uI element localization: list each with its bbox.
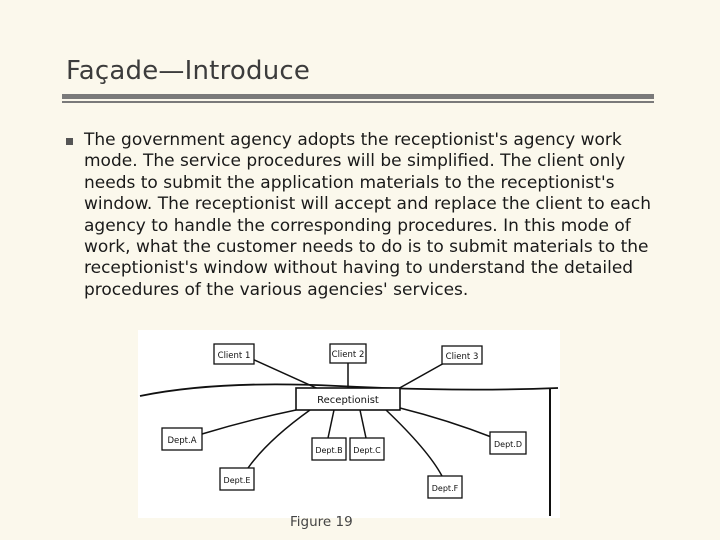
title-rule-thin — [62, 101, 654, 103]
node-receptionist — [296, 388, 400, 410]
node-deptF-label: Dept.F — [431, 484, 459, 493]
node-deptD-label: Dept.D — [494, 440, 522, 449]
node-client1 — [214, 344, 254, 364]
node-deptC-label: Dept.C — [353, 446, 381, 455]
node-deptA-label: Dept.A — [167, 436, 197, 446]
node-client2 — [330, 344, 366, 363]
node-deptB-label: Dept.B — [315, 446, 343, 455]
node-client2-label: Client 2 — [331, 350, 365, 360]
node-client3 — [442, 346, 482, 364]
node-deptE — [220, 468, 254, 490]
node-deptE-label: Dept.E — [223, 476, 251, 485]
node-deptF — [428, 476, 462, 498]
bullet-marker — [66, 138, 73, 145]
slide-title: Façade—Introduce — [66, 56, 311, 86]
node-deptA — [162, 428, 202, 450]
node-deptD — [490, 432, 526, 454]
node-deptB — [312, 438, 346, 460]
node-receptionist-label: Receptionist — [317, 395, 379, 406]
node-deptC — [350, 438, 384, 460]
title-rule-thick — [62, 94, 654, 99]
bullet-text: The government agency adopts the receptionist's agency work mode. The service procedures will be simplified. The client only needs to submit the application materials to the receptionist's window. The receptionist will accept and replace the client to each agency to handle the corresponding procedures. In this mode of work, what the customer needs to do is to submit materials to the receptionist's window without having to understand the detailed procedures of the various agencies' services. — [84, 130, 652, 300]
facade-diagram — [138, 330, 560, 518]
node-client1-label: Client 1 — [217, 351, 251, 361]
node-client3-label: Client 3 — [445, 352, 479, 362]
figure-caption: Figure 19 — [290, 514, 353, 530]
bullet-item — [66, 130, 656, 301]
